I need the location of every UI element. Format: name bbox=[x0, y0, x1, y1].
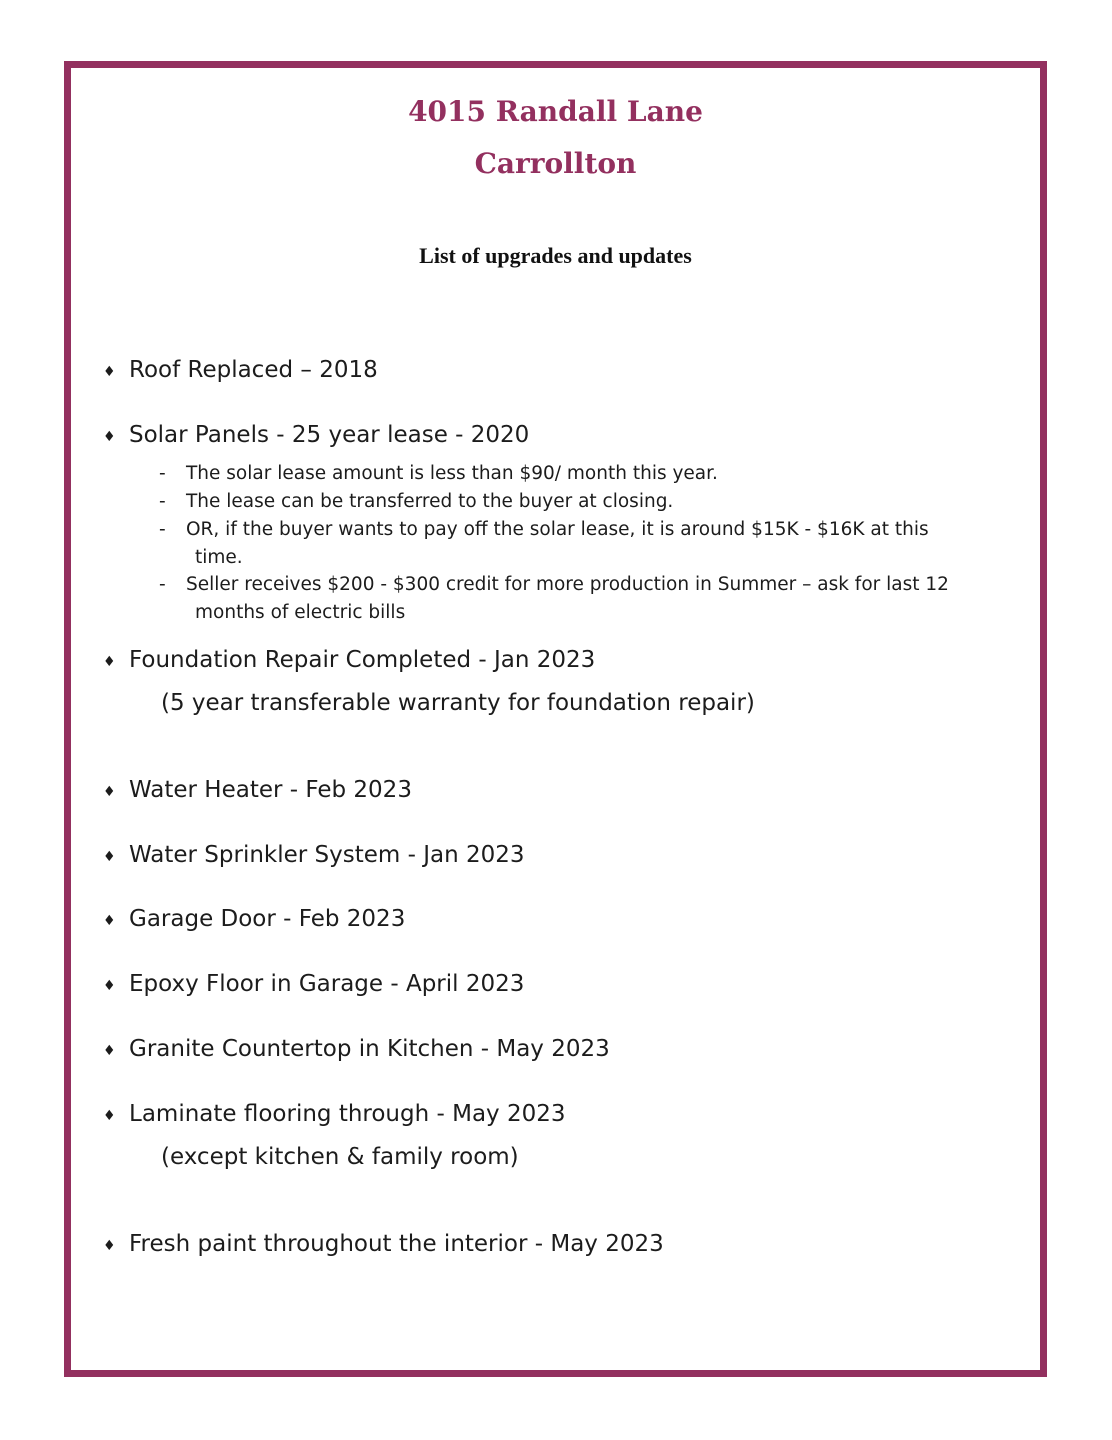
address-title: 4015 Randall Lane bbox=[408, 95, 703, 128]
solar-detail-2 bbox=[159, 488, 1019, 516]
diamond-bullet-icon: ♦ bbox=[103, 849, 116, 865]
dash-marker: - bbox=[159, 574, 166, 595]
detail-text: Seller receives $200 - $300 credit for more production in Summer – ask for last 12 bbox=[186, 574, 949, 595]
diamond-bullet-icon: ♦ bbox=[103, 654, 116, 670]
item-label: Granite Countertop in Kitchen - May 2023 bbox=[129, 1036, 610, 1062]
solar-detail-3 bbox=[159, 516, 1019, 572]
detail-text: The lease can be transferred to the buyer at closing. bbox=[186, 491, 674, 512]
item-label: Water Sprinkler System - Jan 2023 bbox=[129, 842, 525, 868]
diamond-bullet-icon: ♦ bbox=[103, 913, 116, 929]
diamond-bullet-icon: ♦ bbox=[103, 429, 116, 445]
diamond-bullet-icon: ♦ bbox=[103, 1238, 116, 1254]
diamond-bullet-icon: ♦ bbox=[103, 1108, 116, 1124]
dash-marker: - bbox=[159, 463, 166, 484]
dash-marker: - bbox=[159, 519, 166, 540]
detail-text: The solar lease amount is less than $90/ month this year. bbox=[186, 463, 718, 484]
diamond-bullet-icon: ♦ bbox=[103, 1043, 116, 1059]
document-border-frame bbox=[64, 61, 1047, 1377]
diamond-bullet-icon: ♦ bbox=[103, 364, 116, 380]
item-label: Garage Door - Feb 2023 bbox=[129, 906, 406, 932]
item-label: Fresh paint throughout the interior - May 2023 bbox=[129, 1231, 664, 1257]
list-subtitle: List of upgrades and updates bbox=[419, 243, 692, 268]
diamond-bullet-icon: ♦ bbox=[103, 784, 116, 800]
item-label: Water Heater - Feb 2023 bbox=[129, 777, 412, 803]
diamond-bullet-icon: ♦ bbox=[103, 978, 116, 994]
solar-detail-1 bbox=[159, 460, 1019, 488]
city-title: Carrollton bbox=[474, 147, 637, 180]
item-label: Solar Panels - 25 year lease - 2020 bbox=[129, 422, 530, 448]
detail-text-continued: time. bbox=[195, 547, 243, 568]
item-label: Foundation Repair Completed - Jan 2023 bbox=[129, 647, 596, 673]
detail-text: OR, if the buyer wants to pay off the solar lease, it is around $15K - $16K at this bbox=[186, 519, 929, 540]
detail-text-wrap bbox=[159, 516, 1019, 572]
dash-marker: - bbox=[159, 491, 166, 512]
detail-text-continued: months of electric bills bbox=[195, 602, 406, 623]
item-label: Roof Replaced – 2018 bbox=[129, 357, 378, 383]
detail-text-wrap bbox=[159, 571, 1019, 627]
item-note: (except kitchen & family room) bbox=[161, 1144, 519, 1170]
solar-detail-4 bbox=[159, 571, 1019, 627]
item-label: Epoxy Floor in Garage - April 2023 bbox=[129, 971, 525, 997]
item-label: Laminate flooring through - May 2023 bbox=[129, 1101, 566, 1127]
item-note: (5 year transferable warranty for foundation repair) bbox=[161, 690, 755, 716]
